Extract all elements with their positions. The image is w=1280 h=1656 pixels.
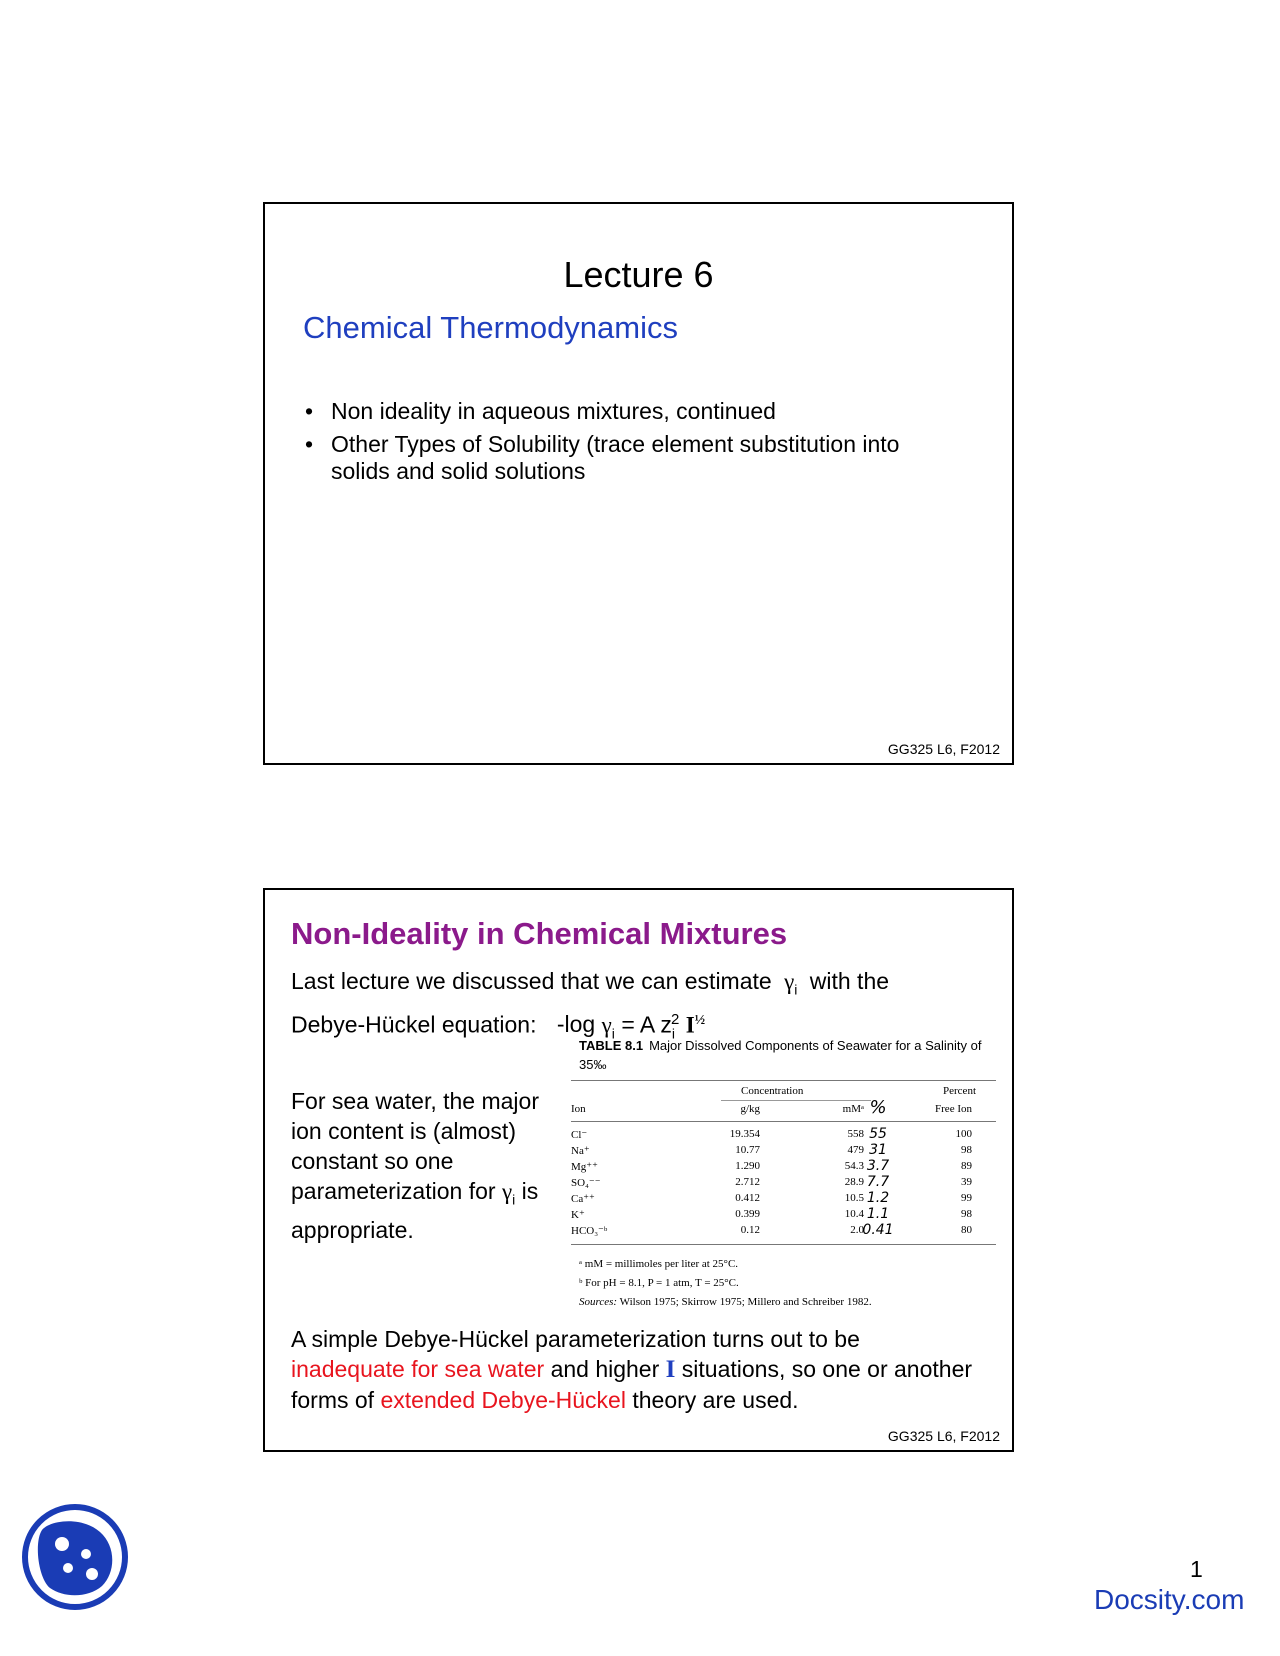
cell-ion: SO₄⁻⁻ (571, 1177, 601, 1189)
cell-percent-handwritten: 1.1 (866, 1206, 890, 1222)
conclusion-text: A simple Debye-Hückel parameterization turns out to be (291, 1326, 860, 1352)
sources-label: Sources: (579, 1296, 618, 1308)
header-group-rule (721, 1100, 871, 1101)
cell-percent-handwritten: 0.41 (862, 1222, 894, 1238)
cell-g-per-kg: 0.12 (740, 1224, 760, 1236)
intro-line-2: Debye-Hückel equation: (291, 1011, 537, 1038)
bullet-item: • Non ideality in aqueous mixtures, continued (303, 398, 963, 425)
table-header (571, 1081, 996, 1121)
intro-text: Last lecture we discussed that we can estimate (291, 968, 772, 994)
col-percent-handwritten: % (869, 1097, 887, 1118)
slide-1-footer: GG325 L6, F2012 (887, 741, 1000, 757)
table-row (571, 1144, 996, 1160)
docsity-logo-icon (20, 1502, 130, 1612)
subscript-i: i (794, 981, 798, 998)
equation-prefix: -log (556, 1011, 596, 1038)
docsity-link[interactable]: Docsity.com (1094, 1584, 1245, 1615)
col-ion: Ion (571, 1103, 586, 1115)
cell-ion: HCO₃⁻ᵇ (571, 1225, 608, 1237)
cell-mm: 479 (847, 1144, 864, 1156)
cell-mm: 558 (847, 1128, 864, 1140)
table-note-b: ᵇ For pH = 8.1, P = 1 atm, T = 25°C. (579, 1277, 739, 1289)
table-rule-mid (571, 1121, 996, 1122)
cell-mm: 28.9 (844, 1176, 864, 1188)
ionic-strength-symbol: I (665, 1356, 676, 1383)
seawater-table (571, 1036, 996, 1312)
cell-ion: Na⁺ (571, 1145, 590, 1157)
table-row (571, 1176, 996, 1192)
slide-2 (263, 888, 1014, 1452)
gamma-symbol: γ (501, 1179, 513, 1204)
cell-percent-handwritten: 3.7 (866, 1158, 890, 1174)
table-sources (579, 1293, 996, 1312)
cell-mm: 10.4 (844, 1208, 864, 1220)
conclusion-text: theory are used. (632, 1387, 799, 1413)
table-note-a: ᵃ mM = millimoles per liter at 25°C. (579, 1258, 739, 1270)
cell-mm: 10.5 (844, 1192, 864, 1204)
conclusion-text: and higher (550, 1356, 660, 1382)
cell-ion: K⁺ (571, 1209, 585, 1221)
conclusion-text: situations, so one or another forms of (291, 1356, 973, 1413)
table-rule-bottom (571, 1244, 996, 1245)
col-mm: mMᵃ (842, 1103, 864, 1115)
cell-free-ion: 99 (961, 1192, 972, 1204)
slide-1 (263, 202, 1014, 765)
cell-free-ion: 80 (961, 1224, 972, 1236)
cell-g-per-kg: 1.290 (735, 1160, 760, 1172)
conclusion-paragraph (291, 1324, 991, 1415)
cell-free-ion: 100 (955, 1128, 972, 1140)
table-caption-text: Major Dissolved Components of Seawater for a Salinity of 35‰ (579, 1038, 982, 1072)
emphasis-inadequate: inadequate for sea water (291, 1356, 545, 1382)
cell-free-ion: 39 (961, 1176, 972, 1188)
cell-ion: Cl⁻ (571, 1129, 588, 1141)
slide-2-footer: GG325 L6, F2012 (887, 1428, 1000, 1444)
cell-g-per-kg: 0.399 (735, 1208, 760, 1220)
col-free-ion: Free Ion (935, 1103, 972, 1115)
cell-percent-handwritten: 31 (869, 1142, 887, 1158)
table-row (571, 1128, 996, 1144)
cell-free-ion: 98 (961, 1144, 972, 1156)
emphasis-extended: extended Debye-Hückel (380, 1387, 626, 1413)
table-notes (579, 1255, 996, 1312)
cell-percent-handwritten: 7.7 (866, 1174, 890, 1190)
cell-percent-handwritten: 55 (869, 1126, 887, 1142)
cell-mm: 2.0 (850, 1224, 864, 1236)
table-row (571, 1208, 996, 1224)
table-row (571, 1160, 996, 1176)
slide-1-subtitle: Chemical Thermodynamics (303, 310, 678, 345)
cell-mm: 54.3 (844, 1160, 864, 1172)
intro-text-end: with the (809, 968, 890, 994)
sources-text: Wilson 1975; Skirrow 1975; Millero and Schreiber 1982. (619, 1296, 872, 1308)
slide-2-title: Non-Ideality in Chemical Mixtures (291, 916, 788, 951)
table-row (571, 1224, 996, 1240)
seawater-text-end: is appropriate. (291, 1178, 539, 1243)
cell-free-ion: 89 (961, 1160, 972, 1172)
gamma-symbol: γ (784, 969, 795, 994)
table-row (571, 1192, 996, 1208)
superscript-2: 2 (670, 1010, 680, 1028)
header-concentration: Concentration (741, 1085, 804, 1097)
table-label: TABLE 8.1 (579, 1038, 644, 1053)
gamma-symbol: γ (601, 1012, 612, 1038)
slide-1-bullet-list (303, 398, 963, 491)
header-percent: Percent (943, 1085, 976, 1097)
exponent-half: ½ (694, 1012, 706, 1028)
bullet-item: • Other Types of Solubility (trace element substitution into solids and solid solutions (303, 431, 963, 485)
cell-ion: Mg⁺⁺ (571, 1161, 598, 1173)
slide-1-title: Lecture 6 (563, 254, 714, 295)
subscript-i: i (512, 1191, 516, 1208)
col-g-per-kg: g/kg (740, 1103, 760, 1115)
cell-g-per-kg: 0.412 (735, 1192, 760, 1204)
cell-percent-handwritten: 1.2 (866, 1190, 890, 1206)
cell-free-ion: 98 (961, 1208, 972, 1220)
cell-ion: Ca⁺⁺ (571, 1193, 595, 1205)
page-number: 1 (1190, 1556, 1203, 1582)
seawater-paragraph (291, 1086, 561, 1245)
subscript-i: i (671, 1024, 675, 1041)
cell-g-per-kg: 10.77 (735, 1144, 760, 1156)
seawater-text: For sea water, the major ion content is (almost) constant so one parameterization for (291, 1088, 539, 1204)
cell-g-per-kg: 19.354 (729, 1128, 760, 1140)
subscript-i: i (611, 1024, 615, 1041)
table-caption (579, 1036, 996, 1074)
cell-g-per-kg: 2.712 (735, 1176, 760, 1188)
equation-middle: = A z (621, 1011, 672, 1038)
ionic-strength-symbol: I (685, 1012, 695, 1038)
